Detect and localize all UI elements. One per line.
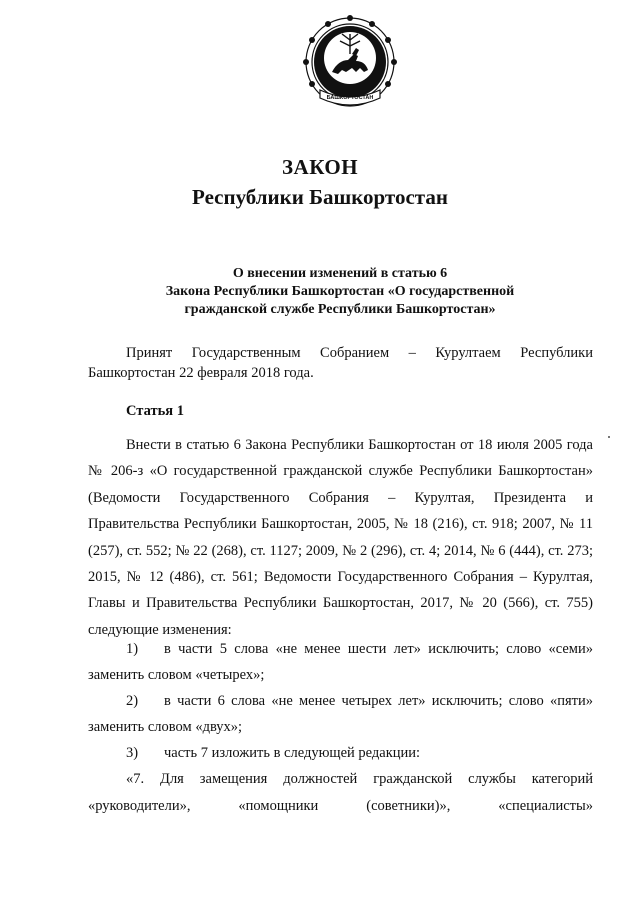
article-heading: Статья 1 (126, 403, 184, 419)
amendment-text: в части 5 слова «не менее шести лет» исключить; слово «семи» заменить словом «четырех»; (88, 641, 593, 683)
adoption-statement: Принят Государственным Собранием – Курултаем Республики Башкортостан 22 февраля 2018 года. (88, 345, 593, 381)
law-title: ЗАКОН (281, 155, 359, 179)
amendment-number: 2) (126, 693, 139, 709)
amendment-text: в части 6 слова «не менее четырех лет» исключить; слово «пяти» заменить словом «двух»; (88, 693, 593, 735)
law-issuer: Республики Башкортостан (192, 185, 448, 209)
law-subject (0, 265, 640, 319)
amendment-text: часть 7 изложить в следующей редакции: (164, 745, 421, 761)
subject-line-2: Закона Республики Башкортостан «О государственной (165, 284, 515, 299)
amendment-item (88, 740, 593, 766)
law-title-block (0, 152, 640, 212)
subject-line-1: О внесении изменений в статью 6 (232, 266, 448, 281)
article-body: Внести в статью 6 Закона Республики Башкортостан от 18 июля 2005 года № 206-з «О государственной гражданской службе Республики Башкортостан» (Ведомости Государственного Собрания – Курултая, Президента и Правительства Республики Башкортостан, 2005, № 18 (216), ст. 918; 2007, № 11 (257), ст. 552; № 22 (268), ст. 1127; 2009, № 2 (296), ст. 4; 2014, № 6 (444), ст. 273; 2015, № 12 (486), ст. 561; Ведомости Государственного Собрания – Курултая, Главы и Правительства Республики Башкортостан, 2017, № 20 (566), ст. 755) следующие изменения: (88, 437, 593, 638)
amendment-number: 1) (126, 641, 139, 657)
amendment-number: 3) (126, 745, 139, 761)
bashkortostan-emblem-icon (302, 14, 398, 114)
amendment-item (88, 636, 593, 688)
new-wording-quote: «7. Для замещения должностей гражданской службы категорий «руководители», «помощники (советники)», «специалисты» (88, 771, 593, 814)
scan-speck (608, 436, 610, 438)
amendment-item (88, 688, 593, 740)
svg-text:БАШКОРТОСТАН: БАШКОРТОСТАН (326, 95, 374, 101)
subject-line-3: гражданской службе Республики Башкортостан» (184, 302, 496, 317)
